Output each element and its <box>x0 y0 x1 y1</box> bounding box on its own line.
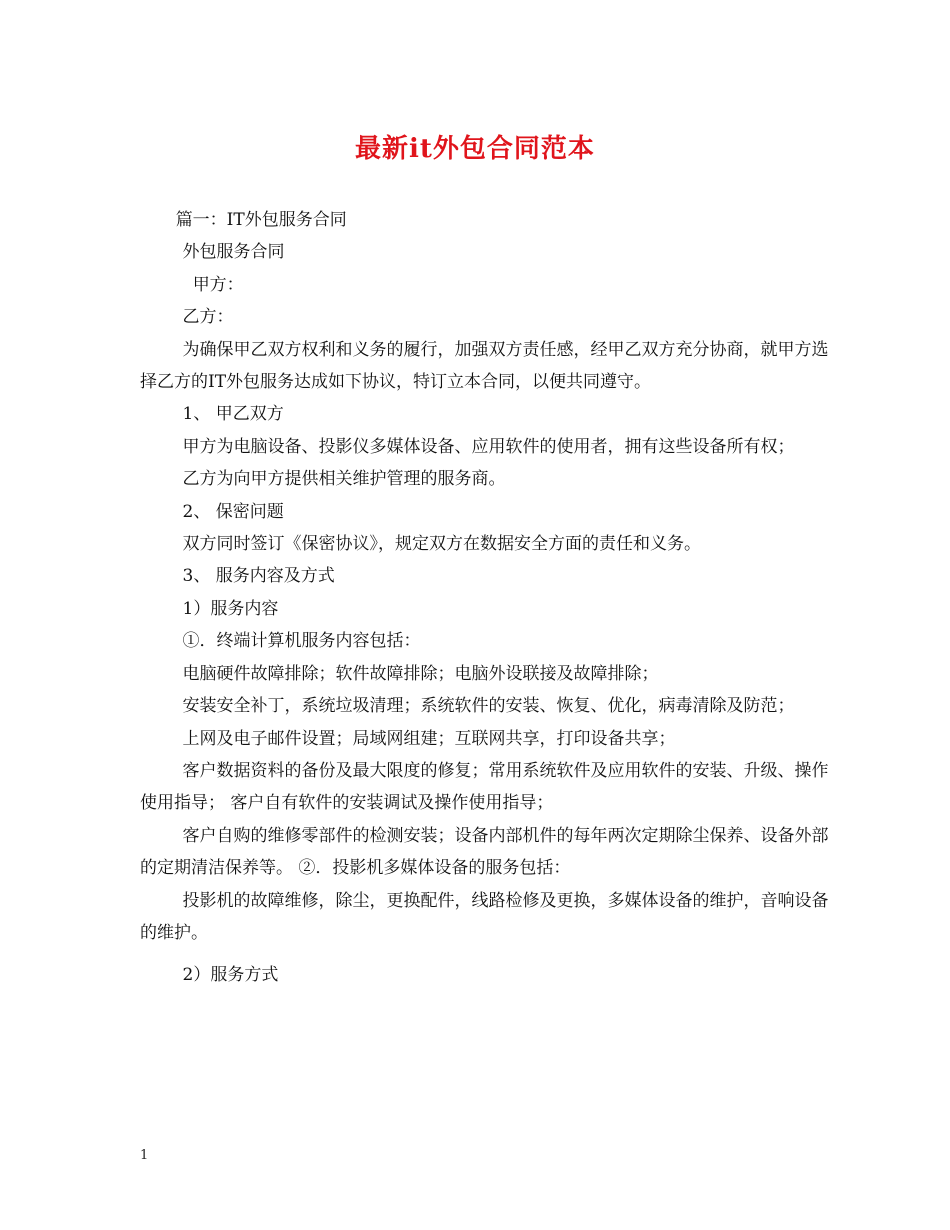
document-title: 最新it外包合同范本 <box>355 134 595 164</box>
party-b-label: 乙方： <box>182 307 234 328</box>
clause-paragraph: 双方同时签订《保密协议》，规定双方在数据安全方面的责任和义务。 <box>182 534 701 555</box>
clause-paragraph: 甲方为电脑设备、投影仪多媒体设备、应用软件的使用者，拥有这些设备所有权； <box>182 436 795 457</box>
preamble-paragraph: 为确保甲乙双方权利和义务的履行，加强双方责任感，经甲乙双方充分协商，就甲方选择乙方的IT外包服务达成如下协议，特订立本合同，以便共同遵守。 <box>140 339 829 393</box>
service-item: 客户数据资料的备份及最大限度的修复；常用系统软件及应用软件的安装、升级、操作使用指导； 客户自有软件的安装调试及操作使用指导； <box>140 760 829 814</box>
sub-item-heading: ①．终端计算机服务内容包括： <box>182 631 421 652</box>
service-item: 安装安全补丁，系统垃圾清理；系统软件的安装、恢复、优化，病毒清除及防范； <box>182 696 795 717</box>
document-body <box>140 204 830 992</box>
sub-heading: 1）服务内容 <box>182 598 279 619</box>
page-number: 1 <box>140 1148 149 1163</box>
clause-heading-2: 2、 保密问题 <box>182 501 284 522</box>
service-item: 电脑硬件故障排除；软件故障排除；电脑外设联接及故障排除； <box>182 663 659 684</box>
clause-heading-1: 1、 甲乙双方 <box>182 404 284 425</box>
clause-heading-3: 3、 服务内容及方式 <box>182 566 335 587</box>
clause-paragraph: 乙方为向甲方提供相关维护管理的服务商。 <box>182 469 506 490</box>
service-item: 客户自购的维修零部件的检测安装；设备内部机件的每年两次定期除尘保养、设备外部的定期清洁保养等。 ②．投影机多媒体设备的服务包括： <box>140 825 829 879</box>
contract-subtitle: 外包服务合同 <box>182 242 285 263</box>
service-item: 投影机的故障维修，除尘，更换配件，线路检修及更换，多媒体设备的维护，音响设备的维护。 <box>140 890 829 943</box>
section-heading: 篇一：IT外包服务合同 <box>175 210 347 230</box>
party-a-label: 甲方： <box>192 274 244 295</box>
service-item: 上网及电子邮件设置；局域网组建；互联网共享，打印设备共享； <box>182 728 676 749</box>
sub-heading: 2）服务方式 <box>182 965 279 986</box>
